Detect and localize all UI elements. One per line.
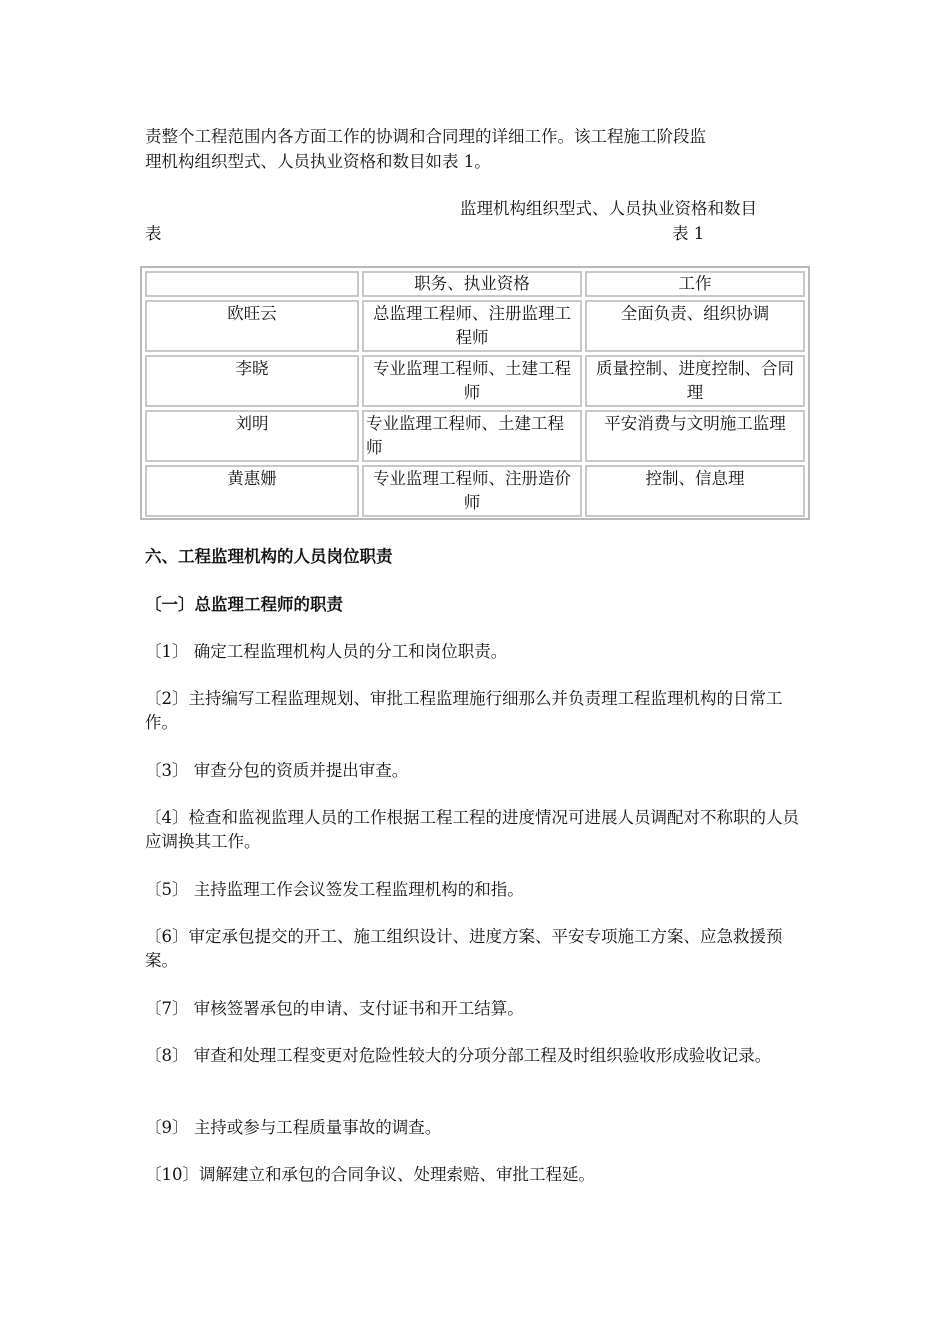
table-header-row <box>145 271 805 297</box>
duty-item: 〔8〕 审查和处理工程变更对危险性较大的分项分部工程及时组织验收形成验收记录。 <box>145 1046 772 1065</box>
header-cell-work: 工作 <box>585 271 805 297</box>
cell-work: 质量控制、进度控制、合同理 <box>585 355 805 407</box>
cell-role: 总监理工程师、注册监理工程师 <box>362 300 582 352</box>
subsection-title: 〔一〕总监理工程师的职责 <box>145 595 343 614</box>
table-row <box>145 300 805 352</box>
header-cell-name <box>145 271 359 297</box>
intro-line-2: 理机构组织型式、人员执业资格和数目如表 1。 <box>145 152 491 171</box>
header-cell-role: 职务、执业资格 <box>362 271 582 297</box>
duty-item: 〔2〕主持编写工程监理规划、审批工程监理施行细那么并负责理工程监理机构的日常工作。 <box>145 689 783 732</box>
cell-role: 专业监理工程师、注册造价师 <box>362 465 582 517</box>
cell-work: 平安消费与文明施工监理 <box>585 410 805 462</box>
duty-item: 〔7〕 审核签署承包的申请、支付证书和开工结算。 <box>145 999 524 1018</box>
cell-role: 专业监理工程师、土建工程师 <box>362 410 582 462</box>
cell-name: 欧旺云 <box>145 300 359 352</box>
table-caption: 监理机构组织型式、人员执业资格和数目 <box>460 199 757 218</box>
section-title: 六、工程监理机构的人员岗位职责 <box>145 547 393 566</box>
duty-item: 〔4〕检查和监视监理人员的工作根据工程工程的进度情况可进展人员调配对不称职的人员应调换其工作。 <box>145 808 799 851</box>
table-row <box>145 410 805 462</box>
cell-name: 刘明 <box>145 410 359 462</box>
table-row <box>145 465 805 517</box>
duty-item: 〔9〕 主持或参与工程质量事故的调查。 <box>145 1118 442 1137</box>
cell-name: 黄惠姗 <box>145 465 359 517</box>
intro-line-1: 责整个工程范围内各方面工作的协调和合同理的详细工作。该工程施工阶段监 <box>145 127 706 146</box>
duty-item: 〔3〕 审查分包的资质并提出审查。 <box>145 761 409 780</box>
duty-item: 〔10〕调解建立和承包的合同争议、处理索赔、审批工程延。 <box>145 1165 595 1184</box>
table-caption-continued: 表 <box>145 224 162 243</box>
duty-item: 〔5〕 主持监理工作会议签发工程监理机构的和指。 <box>145 880 524 899</box>
cell-name: 李晓 <box>145 355 359 407</box>
staff-table <box>140 266 810 520</box>
table-number: 表 1 <box>672 224 705 243</box>
table-row <box>145 355 805 407</box>
cell-work: 控制、信息理 <box>585 465 805 517</box>
duty-item: 〔1〕 确定工程监理机构人员的分工和岗位职责。 <box>145 642 508 661</box>
cell-work: 全面负责、组织协调 <box>585 300 805 352</box>
duty-item: 〔6〕审定承包提交的开工、施工组织设计、进度方案、平安专项施工方案、应急救援预案。 <box>145 927 783 970</box>
cell-role: 专业监理工程师、土建工程师 <box>362 355 582 407</box>
